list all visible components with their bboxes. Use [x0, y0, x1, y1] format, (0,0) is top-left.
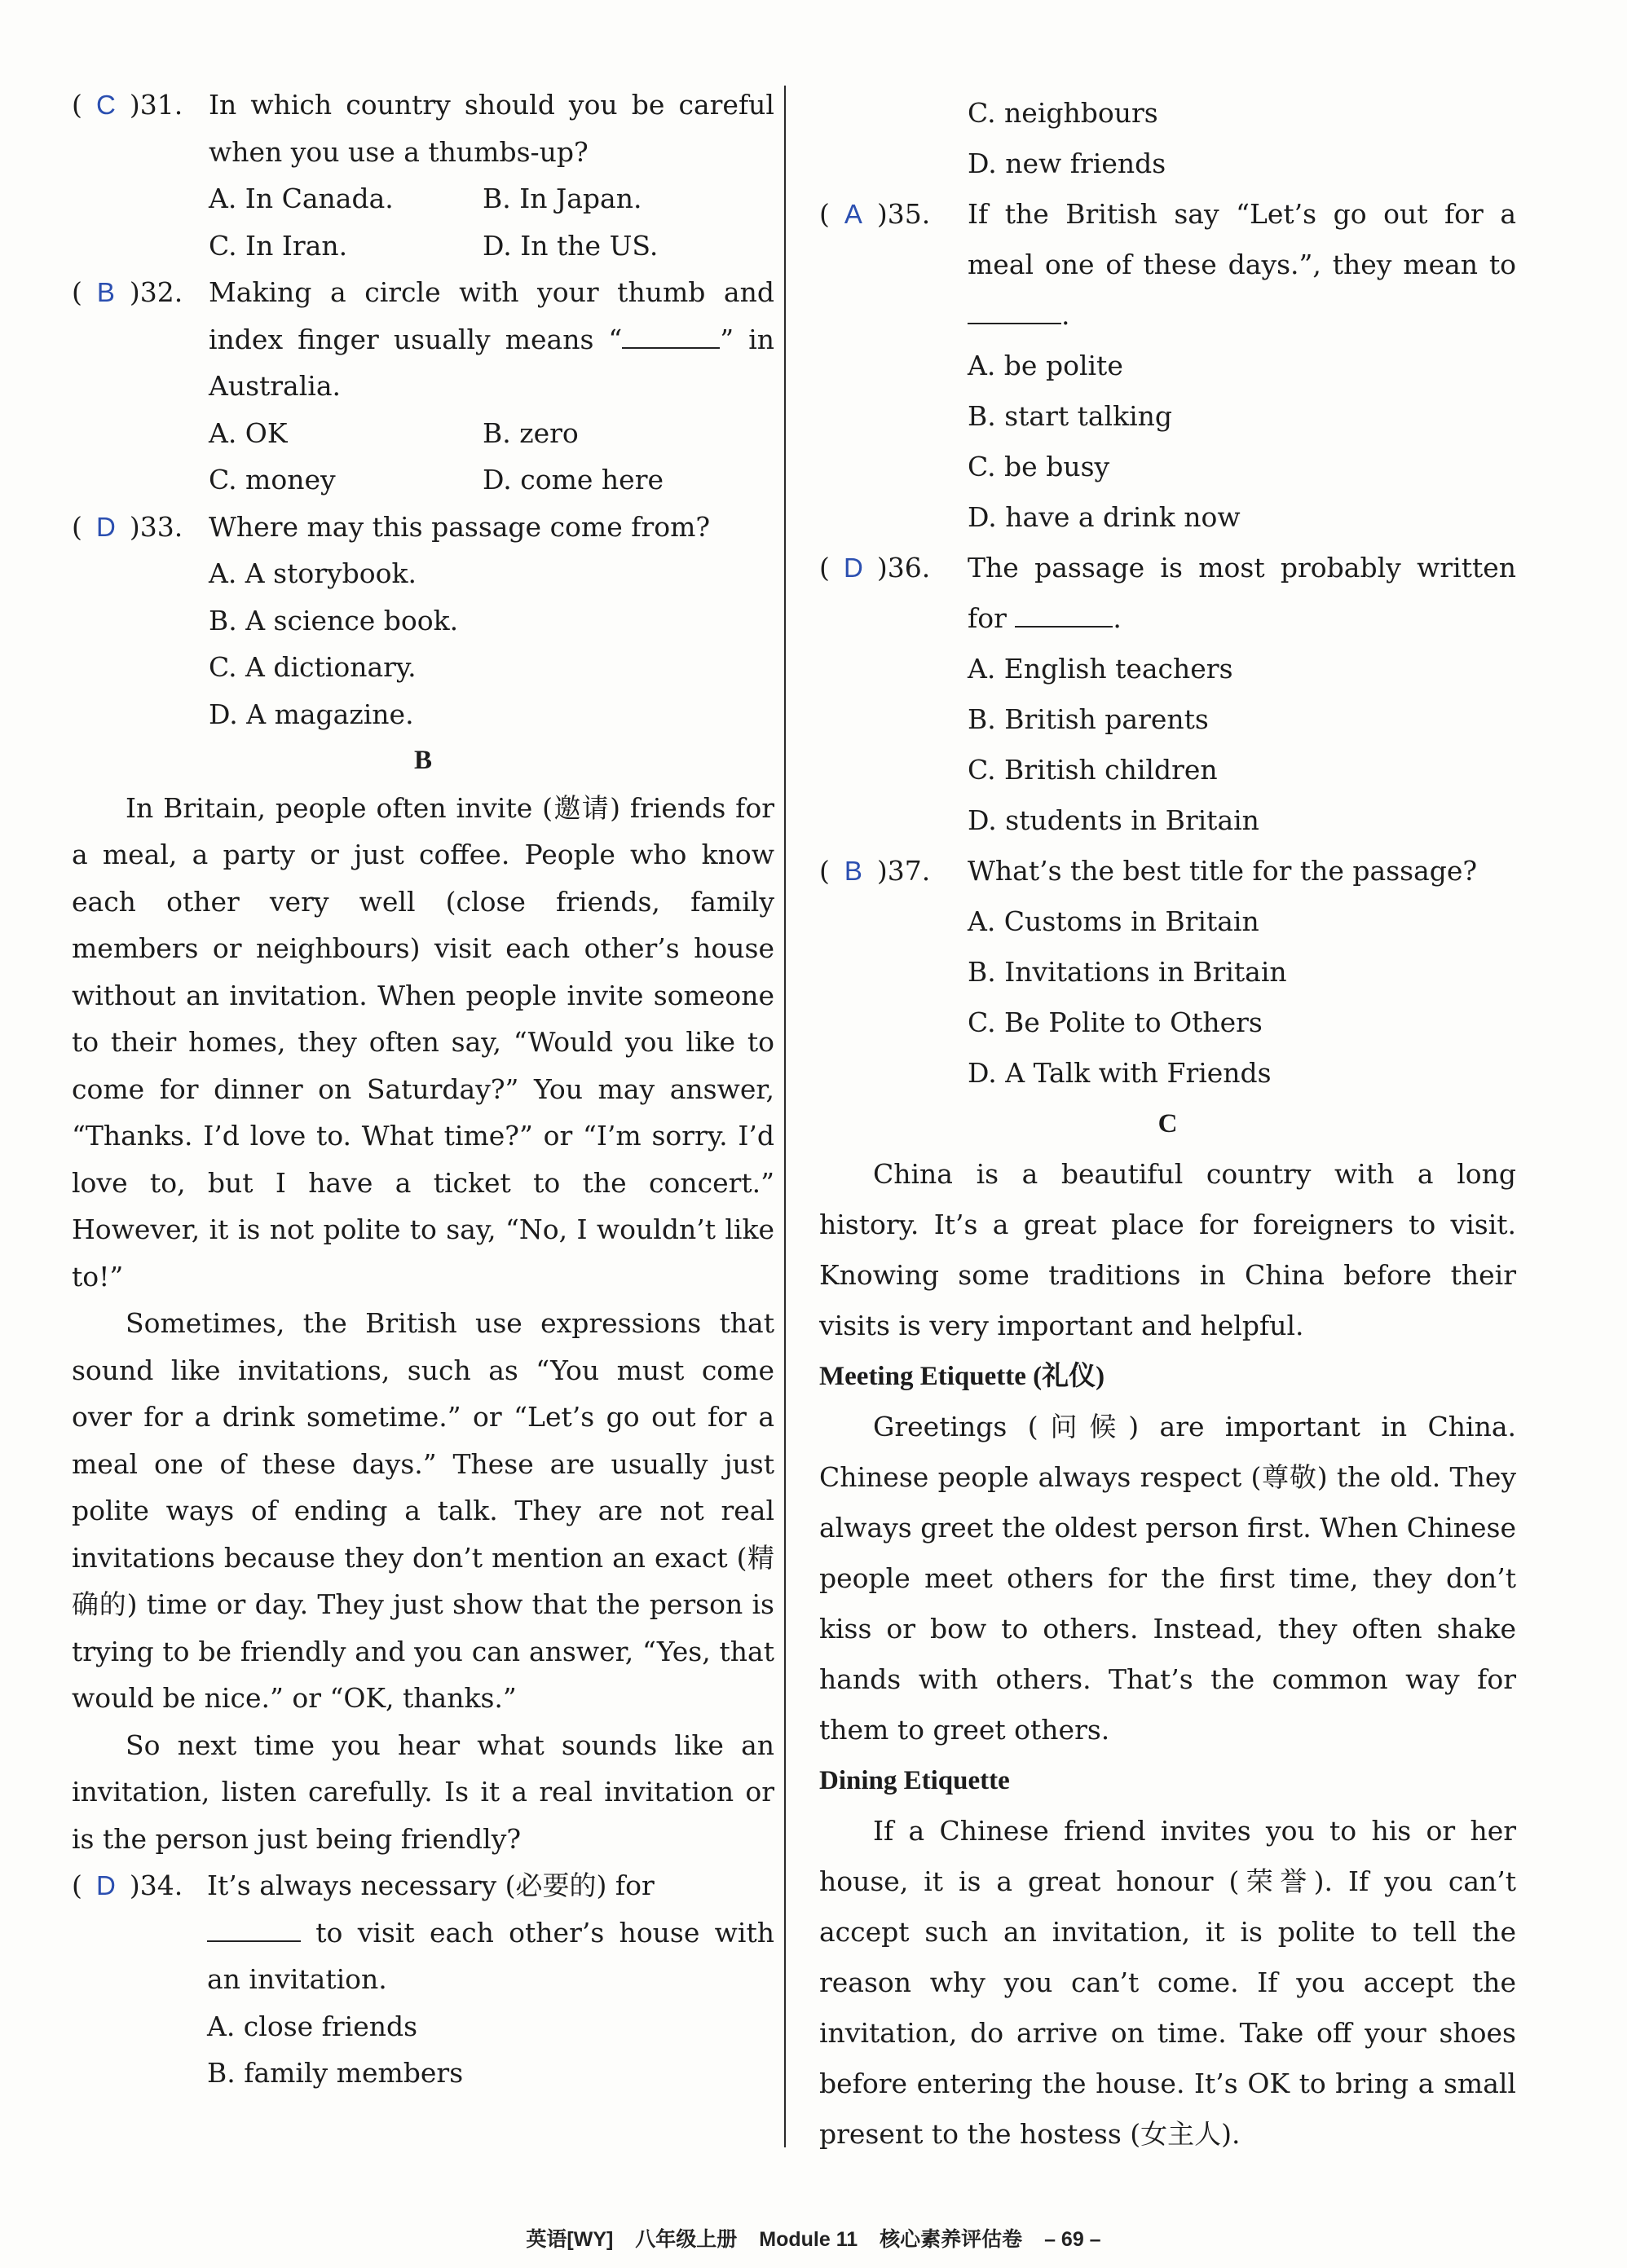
- option-d: D. students in Britain: [968, 804, 1259, 836]
- answer-bracket: ( D )33.: [72, 504, 209, 551]
- option-b: B. family members: [207, 2057, 464, 2089]
- option-d: D. A Talk with Friends: [968, 1057, 1272, 1089]
- question-35-stem: If the British say “Let’s go out for a meal one of these days.”, they mean to .: [968, 198, 1516, 331]
- option-c: C. A dictionary.: [209, 651, 417, 683]
- answer-37: B: [844, 856, 862, 886]
- question-37-stem: What’s the best title for the passage?: [968, 855, 1478, 887]
- question-36-options: [819, 644, 1516, 846]
- footer-grade: 八年级上册: [635, 2228, 738, 2251]
- question-33-stem: Where may this passage come from?: [209, 510, 711, 543]
- question-36: [819, 543, 1516, 644]
- footer-module: Module 11: [759, 2228, 858, 2251]
- answer-bracket: ( B )37.: [819, 846, 968, 896]
- option-c: C. be busy: [968, 451, 1110, 482]
- option-c: C. Be Polite to Others: [968, 1006, 1263, 1038]
- option-d: D. new friends: [968, 148, 1166, 179]
- answer-34: D: [95, 1870, 116, 1900]
- option-d: D. have a drink now: [968, 501, 1241, 533]
- passage-b-paragraph-3: So next time you hear what sounds like an invitation, listen carefully. Is it a real invitation or is the person just being friendly?: [72, 1729, 774, 1855]
- question-32-stem: Making a circle with your thumb and index finger usually means “ ” in Australia.: [209, 276, 774, 402]
- passage-b-paragraph-2: Sometimes, the British use expressions that sound like invitations, such as “You must come over for a drink sometime.” or “Let’s go out for a meal one of these days.” These are usually just polite ways of ending a talk. They are not real invitations because they don’t mention an exact (精确的) time or day. They just show that the person is trying to be friendly and you can answer, “Yes, that would be nice.” or “OK, thanks.”: [72, 1307, 774, 1714]
- question-33-options: [72, 550, 774, 738]
- option-a: A. be polite: [968, 350, 1123, 381]
- page-number: – 69 –: [1044, 2228, 1101, 2251]
- question-31-stem: In which country should you be careful when you use a thumbs-up?: [209, 89, 774, 168]
- answer-bracket: ( A )35.: [819, 189, 968, 341]
- question-36-stem: The passage is most probably written for .: [968, 552, 1516, 634]
- footer-title: 核心素养评估卷: [880, 2228, 1023, 2251]
- option-a: A. English teachers: [968, 653, 1233, 685]
- option-a: A. A storybook.: [209, 557, 417, 589]
- option-b: B. British parents: [968, 703, 1209, 735]
- question-32: [72, 269, 774, 410]
- option-b: B. start talking: [968, 400, 1173, 432]
- question-37-options: [819, 896, 1516, 1099]
- option-a: A. In Canada.: [209, 183, 394, 214]
- option-a: A. Customs in Britain: [968, 905, 1259, 937]
- question-34: [72, 1862, 774, 2003]
- section-b-heading: B: [413, 746, 432, 775]
- option-c: C. money: [209, 464, 336, 495]
- answer-33: D: [95, 511, 116, 542]
- passage-c-paragraph-1: China is a beautiful country with a long history. It’s a great place for foreigners to visit. Knowing some traditions in China before their visits is very important and helpful.: [819, 1158, 1516, 1341]
- answer-32: B: [96, 277, 115, 307]
- answer-31: C: [95, 90, 116, 120]
- passage-c-paragraph-3: If a Chinese friend invites you to his or her house, it is a great honour (荣誉). If you can’t accept such an invitation, it is polite to tell the reason why you can’t come. If you accept the invitation, do arrive on time. Take off your shoes before entering the house. It’s OK to bring a small present to the hostess (女主人).: [819, 1815, 1516, 2150]
- option-b: B. Invitations in Britain: [968, 956, 1287, 988]
- answer-bracket: ( D )36.: [819, 543, 968, 644]
- question-35: [819, 189, 1516, 341]
- option-a: A. OK: [209, 416, 288, 449]
- question-32-options: [72, 410, 774, 504]
- option-b: B. In Japan.: [483, 183, 642, 214]
- question-35-options: [819, 341, 1516, 543]
- option-d: D. A magazine.: [209, 698, 414, 730]
- page-footer: [0, 2227, 1627, 2252]
- option-d: D. come here: [483, 464, 664, 495]
- passage-b-paragraph-1: In Britain, people often invite (邀请) friends for a meal, a party or just coffee. People who know each other very well (close friends, family members or neighbours) visit each other’s house without an invitation. When people invite someone to their homes, they often say, “Would you like to come for dinner on Saturday?” You may answer, “Thanks. I’d love to. What time?” or “I’m sorry. I’d love to, but I have a ticket to the concert.” However, it is not polite to say, “No, I wouldn’t like to!”: [72, 791, 774, 1293]
- option-b: B. A science book.: [209, 604, 459, 636]
- right-column: [819, 88, 1516, 2160]
- column-divider: [784, 86, 786, 2147]
- question-34-stem: It’s always necessary (必要的) for to visit each other’s house with an invitation.: [207, 1869, 774, 1995]
- question-33: [72, 504, 774, 551]
- question-31-options: [72, 175, 774, 269]
- answer-blank: [1015, 601, 1113, 628]
- footer-subject: 英语[WY]: [526, 2228, 614, 2251]
- answer-bracket: ( C )31.: [72, 81, 209, 175]
- question-31: [72, 81, 774, 175]
- dining-etiquette-heading: Dining Etiquette: [819, 1766, 1010, 1795]
- passage-c-paragraph-2: Greetings (问候) are important in China. Chinese people always respect (尊敬) the old. They always greet the oldest person first. When Chinese people meet others for the first time, they don’t kiss or bow to others. Instead, they often shake hands with others. That’s the common way for them to greet others.: [819, 1411, 1516, 1746]
- answer-bracket: ( D )34.: [72, 1862, 207, 2003]
- answer-blank: [622, 323, 720, 349]
- question-34-options: [72, 2003, 774, 2097]
- option-a: A. close friends: [207, 2010, 418, 2042]
- meeting-etiquette-heading: Meeting Etiquette (礼仪): [819, 1362, 1105, 1391]
- question-34-options-continued: [819, 88, 1516, 189]
- option-d: D. In the US.: [483, 229, 659, 262]
- answer-blank: [207, 1916, 301, 1942]
- question-37: [819, 846, 1516, 896]
- answer-blank: [968, 298, 1061, 324]
- option-c: C. In Iran.: [209, 229, 348, 262]
- option-c: C. neighbours: [968, 97, 1158, 129]
- left-column: [72, 81, 774, 2097]
- answer-35: A: [844, 199, 862, 229]
- option-b: B. zero: [483, 416, 579, 449]
- answer-bracket: ( B )32.: [72, 269, 209, 410]
- option-c: C. British children: [968, 754, 1218, 786]
- section-c-heading: C: [1157, 1109, 1178, 1138]
- answer-36: D: [843, 553, 863, 583]
